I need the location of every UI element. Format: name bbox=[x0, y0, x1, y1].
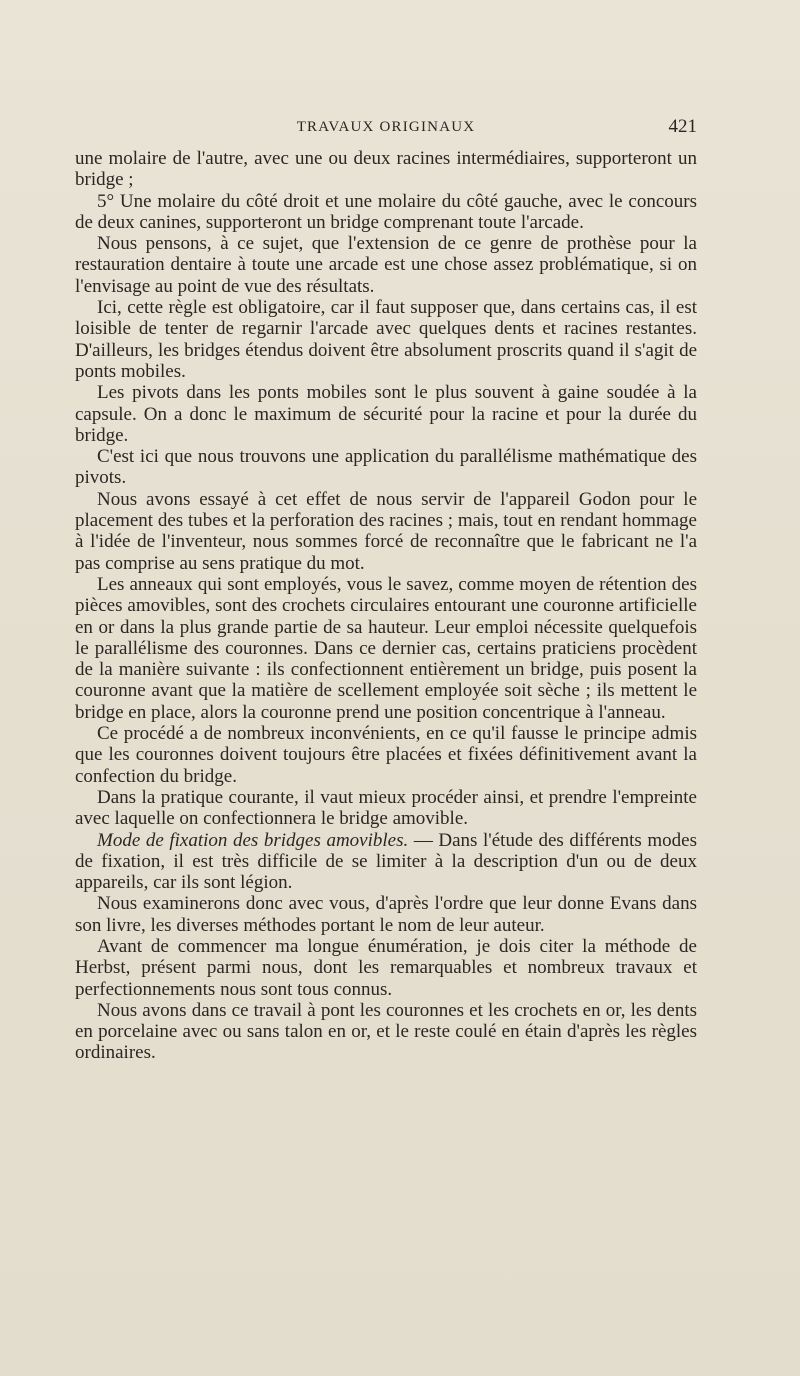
page-number: 421 bbox=[668, 116, 697, 137]
paragraph: Nous pensons, à ce sujet, que l'extension de ce genre de prothèse pour la restauration dentaire à toute une arcade est une chose assez problématique, si on l'envisage au point de vue des résultats. bbox=[75, 233, 697, 297]
section-paragraph bbox=[75, 830, 697, 894]
paragraph: Les pivots dans les ponts mobiles sont le plus souvent à gaine soudée à la capsule. On a donc le maximum de sécurité pour la racine et pour la durée du bridge. bbox=[75, 382, 697, 446]
paragraph: Avant de commencer ma longue énumération, je dois citer la méthode de Herbst, présent parmi nous, dont les remarquables et nombreux travaux et perfectionnements nous sont tous connus. bbox=[75, 935, 697, 1000]
paragraph: une molaire de l'autre, avec une ou deux racines intermédiaires, supporteront un bridge ; bbox=[75, 148, 697, 191]
paragraph: 5° Une molaire du côté droit et une molaire du côté gauche, avec le concours de deux canines, supporteront un bridge comprenant toute l'arcade. bbox=[75, 190, 697, 233]
paragraph: Les anneaux qui sont employés, vous le savez, comme moyen de rétention des pièces amovibles, sont des crochets circulaires entourant une couronne artificielle en or dans la plus grande partie de sa hauteur. Leur emploi nécessite quelquefois le parallélisme des couronnes. Dans ce dernier cas, certains praticiens procèdent de la manière suivante : ils confectionnent entièrement un bridge, puis posent la couronne avant que la matière de scellement employée soit sèche ; ils mettent le bridge en place, alors la couronne prend une position concentrique à l'anneau. bbox=[75, 573, 697, 723]
paragraph: Ce procédé a de nombreux inconvénients, en ce qu'il fausse le principe admis que les couronnes doivent toujours être placées et fixées définitivement avant la confection du bridge. bbox=[75, 723, 697, 787]
body-text bbox=[75, 148, 697, 1064]
paragraph: C'est ici que nous trouvons une application du parallélisme mathématique des pivots. bbox=[75, 446, 697, 489]
page-header bbox=[75, 116, 697, 140]
section-heading: Mode de fixation des bridges amovibles. bbox=[97, 829, 409, 851]
paragraph: Nous examinerons donc avec vous, d'après l'ordre que leur donne Evans dans son livre, les diverses méthodes portant le nom de leur auteur. bbox=[75, 893, 697, 936]
paragraph: Dans la pratique courante, il vaut mieux procéder ainsi, et prendre l'empreinte avec laquelle on confectionnera le bridge amovible. bbox=[75, 786, 697, 830]
paragraph: Nous avons essayé à cet effet de nous servir de l'appareil Godon pour le placement des tubes et la perforation des racines ; mais, tout en rendant hommage à l'idée de l'inventeur, nous sommes forcé de reconnaître que le fabricant ne l'a pas comprise au sens pratique du mot. bbox=[75, 488, 697, 574]
paragraph: Ici, cette règle est obligatoire, car il faut supposer que, dans certains cas, il est loisible de tenter de regarnir l'arcade avec quelques dents et racines restantes. D'ailleurs, les bridges étendus doivent être absolument proscrits quand il s'agit de ponts mobiles. bbox=[75, 297, 697, 382]
paragraph: Nous avons dans ce travail à pont les couronnes et les crochets en or, les dents en porcelaine avec ou sans talon en or, et le reste coulé en étain d'après les règles ordinaires. bbox=[75, 999, 697, 1064]
running-title: TRAVAUX ORIGINAUX bbox=[296, 119, 476, 135]
section-text: — Dans l'étude des différents modes de fixation, il est très difficile de se limiter à la description d'un ou de deux appareils, car ils sont légion. bbox=[75, 829, 697, 894]
